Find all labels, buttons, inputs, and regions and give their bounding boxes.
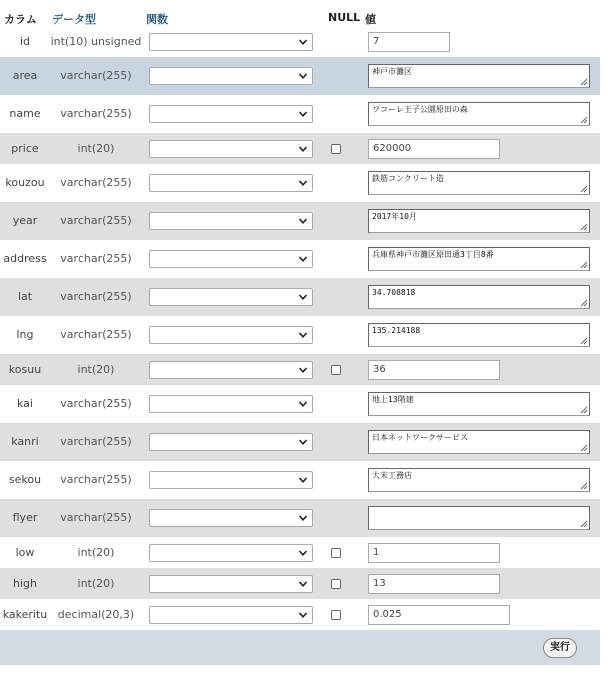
chevron-down-icon bbox=[298, 437, 308, 447]
column-name: kai bbox=[17, 397, 33, 410]
table-row bbox=[0, 133, 600, 164]
value-text: 135.214188 bbox=[372, 326, 421, 335]
column-name: id bbox=[19, 35, 31, 48]
column-name: high bbox=[13, 577, 37, 590]
column-type: varchar(255) bbox=[60, 69, 132, 82]
value-input[interactable]: 0.025 bbox=[368, 605, 510, 625]
table-row bbox=[0, 202, 600, 240]
table-row bbox=[0, 385, 600, 423]
null-checkbox[interactable] bbox=[331, 365, 341, 375]
column-type: varchar(255) bbox=[60, 511, 132, 524]
chevron-down-icon bbox=[298, 399, 308, 409]
column-name: low bbox=[15, 546, 35, 559]
value-text: 地上13階建 bbox=[372, 395, 414, 404]
resize-grip-icon[interactable] bbox=[580, 299, 588, 307]
function-select[interactable] bbox=[149, 33, 313, 51]
header-type[interactable]: データ型 bbox=[52, 13, 96, 26]
table-header bbox=[0, 0, 608, 26]
function-select[interactable] bbox=[149, 174, 313, 192]
chevron-down-icon bbox=[298, 513, 308, 523]
execute-button[interactable]: 実行 bbox=[543, 638, 577, 658]
value-input[interactable]: 36 bbox=[368, 360, 500, 380]
function-select[interactable] bbox=[149, 250, 313, 268]
column-type: int(10) unsigned bbox=[50, 35, 142, 48]
value-textarea[interactable] bbox=[368, 102, 590, 126]
resize-grip-icon[interactable] bbox=[580, 261, 588, 269]
resize-grip-icon[interactable] bbox=[580, 223, 588, 231]
function-select[interactable] bbox=[149, 326, 313, 344]
table-row bbox=[0, 568, 600, 599]
column-type: varchar(255) bbox=[60, 397, 132, 410]
table-row bbox=[0, 423, 600, 461]
function-select[interactable] bbox=[149, 67, 313, 85]
chevron-down-icon bbox=[298, 579, 308, 589]
column-type: varchar(255) bbox=[60, 435, 132, 448]
value-textarea[interactable] bbox=[368, 171, 590, 195]
value-textarea[interactable] bbox=[368, 323, 590, 347]
chevron-down-icon bbox=[298, 330, 308, 340]
function-select[interactable] bbox=[149, 212, 313, 230]
column-type: varchar(255) bbox=[60, 252, 132, 265]
value-text: 神戸市灘区 bbox=[372, 67, 412, 76]
resize-grip-icon[interactable] bbox=[580, 482, 588, 490]
table-row bbox=[0, 537, 600, 568]
function-select[interactable] bbox=[149, 395, 313, 413]
function-select[interactable] bbox=[149, 288, 313, 306]
column-type: varchar(255) bbox=[60, 176, 132, 189]
function-select[interactable] bbox=[149, 433, 313, 451]
value-input[interactable]: 7 bbox=[368, 32, 450, 52]
column-type: varchar(255) bbox=[60, 328, 132, 341]
column-name: kosuu bbox=[8, 363, 42, 376]
chevron-down-icon bbox=[298, 548, 308, 558]
column-type: int(20) bbox=[77, 363, 115, 376]
function-select[interactable] bbox=[149, 606, 313, 624]
column-name: kouzou bbox=[5, 176, 45, 189]
column-type: varchar(255) bbox=[60, 214, 132, 227]
column-name: lat bbox=[17, 290, 33, 303]
table-row bbox=[0, 316, 600, 354]
value-textarea[interactable] bbox=[368, 506, 590, 530]
column-name: area bbox=[12, 69, 38, 82]
chevron-down-icon bbox=[298, 178, 308, 188]
table-row bbox=[0, 26, 600, 57]
resize-grip-icon[interactable] bbox=[580, 337, 588, 345]
value-text: 兵庫県神戸市灘区原田通3丁目8番 bbox=[372, 250, 494, 259]
form-footer bbox=[0, 630, 600, 665]
table-row bbox=[0, 499, 600, 537]
column-type: int(20) bbox=[77, 577, 115, 590]
value-text: 34.708818 bbox=[372, 288, 416, 297]
resize-grip-icon[interactable] bbox=[580, 406, 588, 414]
table-row bbox=[0, 599, 600, 630]
column-type: varchar(255) bbox=[60, 290, 132, 303]
value-text: 鉄筋コンクリート造 bbox=[372, 174, 444, 183]
column-name: name bbox=[9, 107, 41, 120]
null-checkbox[interactable] bbox=[331, 144, 341, 154]
value-textarea[interactable] bbox=[368, 64, 590, 88]
column-type: int(20) bbox=[77, 546, 115, 559]
resize-grip-icon[interactable] bbox=[580, 520, 588, 528]
function-select[interactable] bbox=[149, 105, 313, 123]
function-select[interactable] bbox=[149, 509, 313, 527]
column-name: year bbox=[12, 214, 38, 227]
column-type: decimal(20,3) bbox=[57, 608, 135, 621]
chevron-down-icon bbox=[298, 365, 308, 375]
value-textarea[interactable] bbox=[368, 209, 590, 233]
table-row bbox=[0, 354, 600, 385]
chevron-down-icon bbox=[298, 292, 308, 302]
header-null: NULL bbox=[328, 11, 361, 24]
column-name: address bbox=[3, 252, 47, 265]
value-text: ワコーレ王子公園原田の森 bbox=[372, 105, 468, 114]
column-type: varchar(255) bbox=[60, 473, 132, 486]
column-name: kanri bbox=[11, 435, 39, 448]
resize-grip-icon[interactable] bbox=[580, 116, 588, 124]
column-name: flyer bbox=[12, 511, 38, 524]
table-row bbox=[0, 95, 600, 133]
header-function[interactable]: 関数 bbox=[146, 13, 168, 26]
resize-grip-icon[interactable] bbox=[580, 78, 588, 86]
chevron-down-icon bbox=[298, 216, 308, 226]
chevron-down-icon bbox=[298, 109, 308, 119]
header-column: カラム bbox=[4, 13, 37, 26]
resize-grip-icon[interactable] bbox=[580, 444, 588, 452]
table-row bbox=[0, 57, 600, 95]
function-select[interactable] bbox=[149, 140, 313, 158]
chevron-down-icon bbox=[298, 37, 308, 47]
function-select[interactable] bbox=[149, 361, 313, 379]
function-select[interactable] bbox=[149, 544, 313, 562]
value-text: 2017年10月 bbox=[372, 212, 417, 221]
value-input[interactable]: 13 bbox=[368, 574, 500, 594]
chevron-down-icon bbox=[298, 144, 308, 154]
resize-grip-icon[interactable] bbox=[580, 185, 588, 193]
column-name: kakeritu bbox=[2, 608, 48, 621]
table-row bbox=[0, 461, 600, 499]
value-input[interactable]: 620000 bbox=[368, 139, 500, 159]
column-name: price bbox=[11, 142, 39, 155]
value-text: 大末工務店 bbox=[372, 471, 412, 480]
value-text: 日本ネットワークサービス bbox=[372, 433, 468, 442]
column-name: sekou bbox=[8, 473, 42, 486]
value-input[interactable]: 1 bbox=[368, 543, 500, 563]
table-row bbox=[0, 278, 600, 316]
chevron-down-icon bbox=[298, 254, 308, 264]
chevron-down-icon bbox=[298, 475, 308, 485]
null-checkbox[interactable] bbox=[331, 579, 341, 589]
function-select[interactable] bbox=[149, 471, 313, 489]
value-textarea[interactable] bbox=[368, 468, 590, 492]
table-row bbox=[0, 164, 600, 202]
header-value: 値 bbox=[365, 13, 376, 26]
null-checkbox[interactable] bbox=[331, 548, 341, 558]
value-textarea[interactable] bbox=[368, 285, 590, 309]
chevron-down-icon bbox=[298, 610, 308, 620]
function-select[interactable] bbox=[149, 575, 313, 593]
table-row bbox=[0, 240, 600, 278]
field-rows bbox=[0, 26, 608, 630]
value-textarea[interactable] bbox=[368, 392, 590, 416]
chevron-down-icon bbox=[298, 71, 308, 81]
null-checkbox[interactable] bbox=[331, 610, 341, 620]
value-textarea[interactable] bbox=[368, 430, 590, 454]
column-type: int(20) bbox=[77, 142, 115, 155]
column-type: varchar(255) bbox=[60, 107, 132, 120]
value-textarea[interactable] bbox=[368, 247, 590, 271]
column-name: lng bbox=[16, 328, 34, 341]
